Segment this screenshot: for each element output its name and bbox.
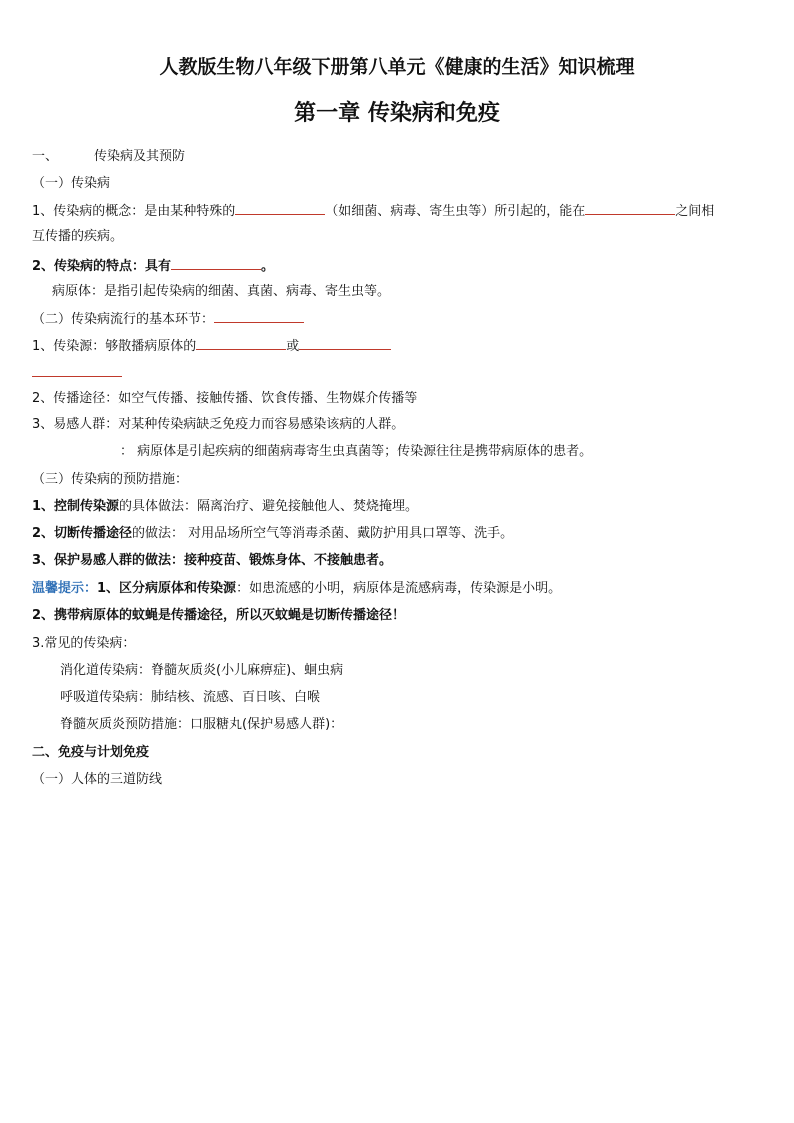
concept-text-c: 之间相 [675, 204, 715, 219]
tip-line-2: 2、携带病原体的蚊蝇是传播途径，所以灭蚊蝇是切断传播途径！ [32, 608, 406, 623]
section-1-heading [32, 148, 185, 166]
fill-blank-1 [235, 201, 325, 215]
concept-line-cont: 互传播的疾病。 [32, 229, 124, 244]
measure-1-bold: 1、控制传染源 [32, 499, 120, 514]
measure-3: 3、保护易感人群的做法：接种疫苗、锻炼身体、不接触患者。 [32, 553, 393, 568]
tip-text: ：如患流感的小明，病原体是流感病毒，传染源是小明。 [236, 581, 562, 596]
measure-2 [32, 525, 513, 543]
fill-blank-4 [214, 309, 304, 323]
tip-bold: 1、区分病原体和传染源 [97, 581, 237, 596]
source-line-cont [32, 363, 122, 383]
source-text-b: 或 [286, 339, 300, 354]
source-line [32, 336, 391, 356]
concept-line [32, 201, 714, 221]
subsection-2-1: （一）人体的三道防线 [32, 772, 163, 787]
measure-1-text: 的具体做法：隔离治疗、避免接触他人、焚烧掩埋。 [119, 499, 419, 514]
fill-blank-5 [196, 336, 286, 350]
digestive-diseases: 消化道传染病：脊髓灰质炎(小儿麻痹症)、蛔虫病 [60, 663, 344, 678]
feature-text-a: 2、传染病的特点：具有 [32, 259, 172, 274]
concept-text-a: 1、传染病的概念：是由某种特殊的 [32, 204, 236, 219]
common-diseases-heading: 3.常见的传染病： [32, 636, 136, 651]
section-1-number: 一、 [32, 149, 59, 164]
route-line: 2、传播途径：如空气传播、接触传播、饮食传播、生物媒介传播等 [32, 391, 418, 406]
measure-1 [32, 498, 418, 516]
section-2-heading: 二、免疫与计划免疫 [32, 745, 150, 760]
subsection-1-2 [32, 309, 304, 329]
susceptible-line: 3、易感人群：对某种传染病缺乏免疫力而容易感染该病的人群。 [32, 417, 405, 432]
respiratory-diseases: 呼吸道传染病：肺结核、流感、百日咳、白喉 [60, 690, 321, 705]
fill-blank-2 [585, 201, 675, 215]
note-line: ： 病原体是引起疾病的细菌病毒寄生虫真菌等；传染源往往是携带病原体的患者。 [120, 444, 593, 459]
feature-text-b: 。 [261, 259, 275, 274]
source-text-a: 1、传染源：够散播病原体的 [32, 339, 197, 354]
chapter-title: 第一章 传染病和免疫 [294, 100, 500, 126]
fill-blank-7 [32, 363, 122, 377]
polio-prevention: 脊髓灰质炎预防措施：口服糖丸(保护易感人群)： [60, 717, 344, 732]
subsection-1-3: （三）传染病的预防措施： [32, 472, 189, 487]
concept-text-b: （如细菌、病毒、寄生虫等）所引起的，能在 [325, 204, 586, 219]
feature-line [32, 256, 274, 276]
document-title: 人教版生物八年级下册第八单元《健康的生活》知识梳理 [159, 56, 635, 78]
fill-blank-6 [299, 336, 391, 350]
subsection-1-2-text: （二）传染病流行的基本环节： [32, 312, 215, 327]
measure-2-text: 的做法： 对用品场所空气等消毒杀菌、戴防护用具口罩等、洗手。 [132, 526, 514, 541]
tip-line [32, 580, 561, 598]
measure-2-bold: 2、切断传播途径 [32, 526, 133, 541]
section-1-label: 传染病及其预防 [94, 149, 186, 164]
pathogen-line: 病原体：是指引起传染病的细菌、真菌、病毒、寄生虫等。 [52, 284, 391, 299]
tip-label: 温馨提示： [32, 581, 98, 596]
fill-blank-3 [171, 256, 261, 270]
subsection-1-1: （一）传染病 [32, 176, 111, 191]
